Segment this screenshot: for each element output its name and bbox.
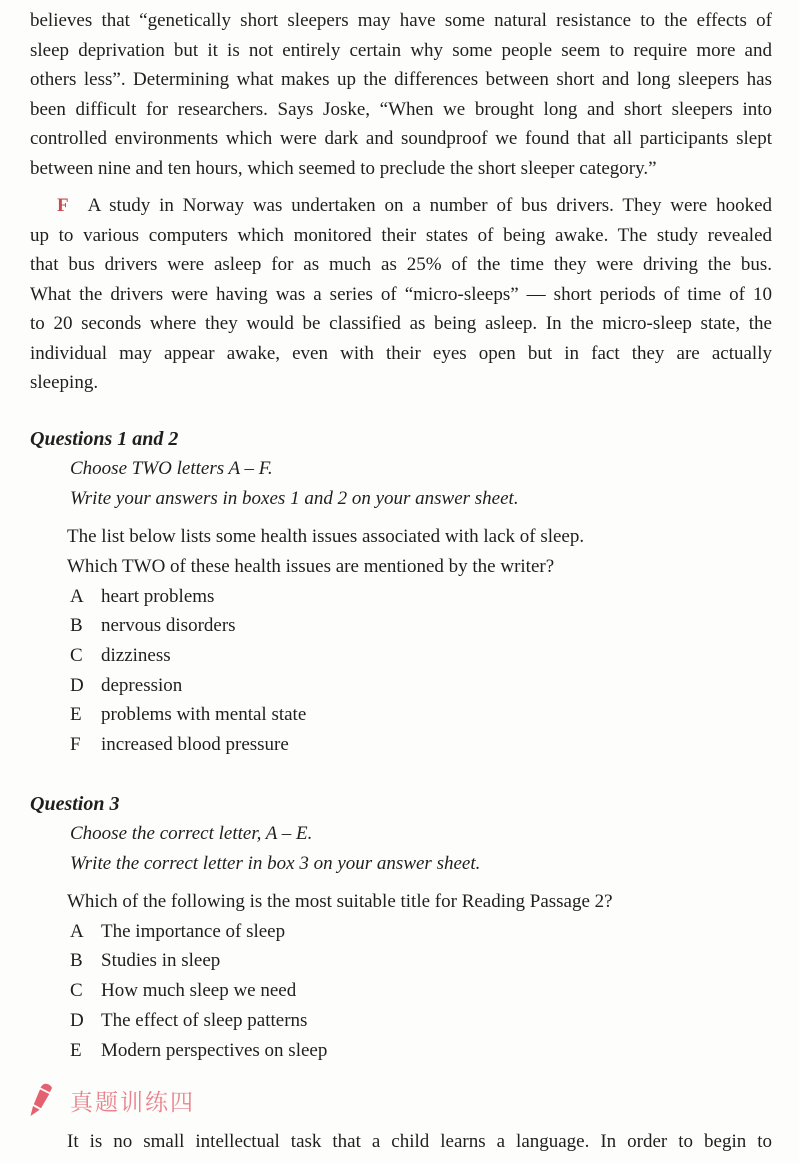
passage-line: been difficult for researchers. Says Joske, “When we brought long and short sleepers into: [30, 98, 772, 120]
prompt-line: Which TWO of these health issues are mentioned by the writer?: [67, 555, 555, 577]
option-text: increased blood pressure: [101, 734, 289, 756]
option-text: Studies in sleep: [101, 950, 221, 972]
option-row: [30, 611, 772, 641]
option-text: Modern perspectives on sleep: [101, 1039, 328, 1061]
question-3-instructions: [30, 819, 772, 880]
instruction-line: Choose the correct letter, A – E.: [70, 822, 313, 844]
option-letter: F: [70, 734, 81, 756]
paragraph-f-lines: [30, 221, 772, 398]
option-letter: A: [70, 920, 84, 942]
option-text: The effect of sleep patterns: [101, 1009, 308, 1031]
passage-line: sleep deprivation but it is not entirely certain why some people seem to require more and: [30, 39, 772, 61]
passage-line: sleeping.: [30, 372, 99, 393]
paragraph-continuation: [30, 6, 772, 183]
option-text: depression: [101, 674, 183, 696]
option-text: problems with mental state: [101, 704, 307, 726]
questions-1-2-heading: Questions 1 and 2: [30, 427, 179, 450]
questions-1-2-prompt: [30, 522, 772, 582]
option-letter: C: [70, 644, 83, 666]
option-letter: B: [70, 615, 83, 637]
option-text: heart problems: [101, 585, 215, 607]
paragraph-f-label: F: [57, 195, 69, 216]
next-passage: [30, 1127, 772, 1157]
option-text: The importance of sleep: [101, 920, 286, 942]
paragraph-f-first-line: [30, 191, 772, 221]
trainer-section-label: 真题训练四: [70, 1088, 195, 1115]
passage-line: up to various computers which monitored their states of being awake. The study revealed: [30, 224, 772, 246]
option-row: [30, 671, 772, 701]
question-3-heading: Question 3: [30, 792, 120, 815]
prompt-line: Which of the following is the most suitable title for Reading Passage 2?: [67, 890, 613, 912]
option-letter: D: [70, 674, 84, 696]
passage-line: What the drivers were having was a series of “micro-sleeps” — short periods of time of 10: [30, 283, 772, 305]
option-row: [30, 1036, 772, 1066]
option-letter: A: [70, 585, 84, 607]
option-text: How much sleep we need: [101, 980, 297, 1002]
passage-line: controlled environments which were dark and soundproof we found that all participants slept: [30, 128, 772, 149]
passage-line: believes that “genetically short sleepers may have some natural resistance to the effects of: [30, 10, 772, 31]
option-text: dizziness: [101, 644, 171, 666]
option-letter: E: [70, 704, 82, 726]
option-letter: E: [70, 1039, 82, 1061]
passage-line: to 20 seconds where they would be classified as being asleep. In the micro-sleep state, the: [30, 313, 772, 334]
passage-line: individual may appear awake, even with their eyes open but in fact they are actually: [30, 342, 772, 364]
pencil-icon: [30, 1083, 56, 1117]
passage-line: between nine and ten hours, which seemed to preclude the short sleeper category.”: [30, 157, 657, 179]
option-letter: B: [70, 950, 83, 972]
paragraph-f: [30, 191, 772, 398]
trainer-section-header: [30, 1082, 772, 1118]
option-row: [30, 582, 772, 612]
option-row: [30, 946, 772, 976]
prompt-line: The list below lists some health issues associated with lack of sleep.: [67, 525, 585, 547]
questions-1-2-instructions: [30, 454, 772, 515]
option-row: [30, 700, 772, 730]
passage-line: others less”. Determining what makes up the differences between short and long sleepers has: [30, 69, 772, 90]
instruction-line: Write the correct letter in box 3 on your answer sheet.: [70, 853, 481, 875]
next-passage-first-line: It is no small intellectual task that a child learns a language. In order to begin to: [67, 1131, 772, 1153]
passage-line: that bus drivers were asleep for as much as 25% of the time they were driving the bus.: [30, 254, 772, 275]
question-3-options: [30, 917, 772, 1066]
option-row: [30, 976, 772, 1006]
option-row: [30, 917, 772, 947]
option-row: [30, 1006, 772, 1036]
option-row: [30, 730, 772, 760]
paragraph-f-first-line-text: A study in Norway was undertaken on a number of bus drivers. They were hooked: [87, 195, 772, 216]
question-3-prompt: [30, 887, 772, 917]
option-letter: D: [70, 1009, 84, 1031]
instruction-line: Write your answers in boxes 1 and 2 on your answer sheet.: [70, 488, 519, 509]
option-letter: C: [70, 980, 83, 1002]
option-text: nervous disorders: [101, 615, 236, 637]
option-row: [30, 641, 772, 671]
questions-1-2-options: [30, 582, 772, 760]
instruction-line: Choose TWO letters A – F.: [70, 457, 273, 479]
